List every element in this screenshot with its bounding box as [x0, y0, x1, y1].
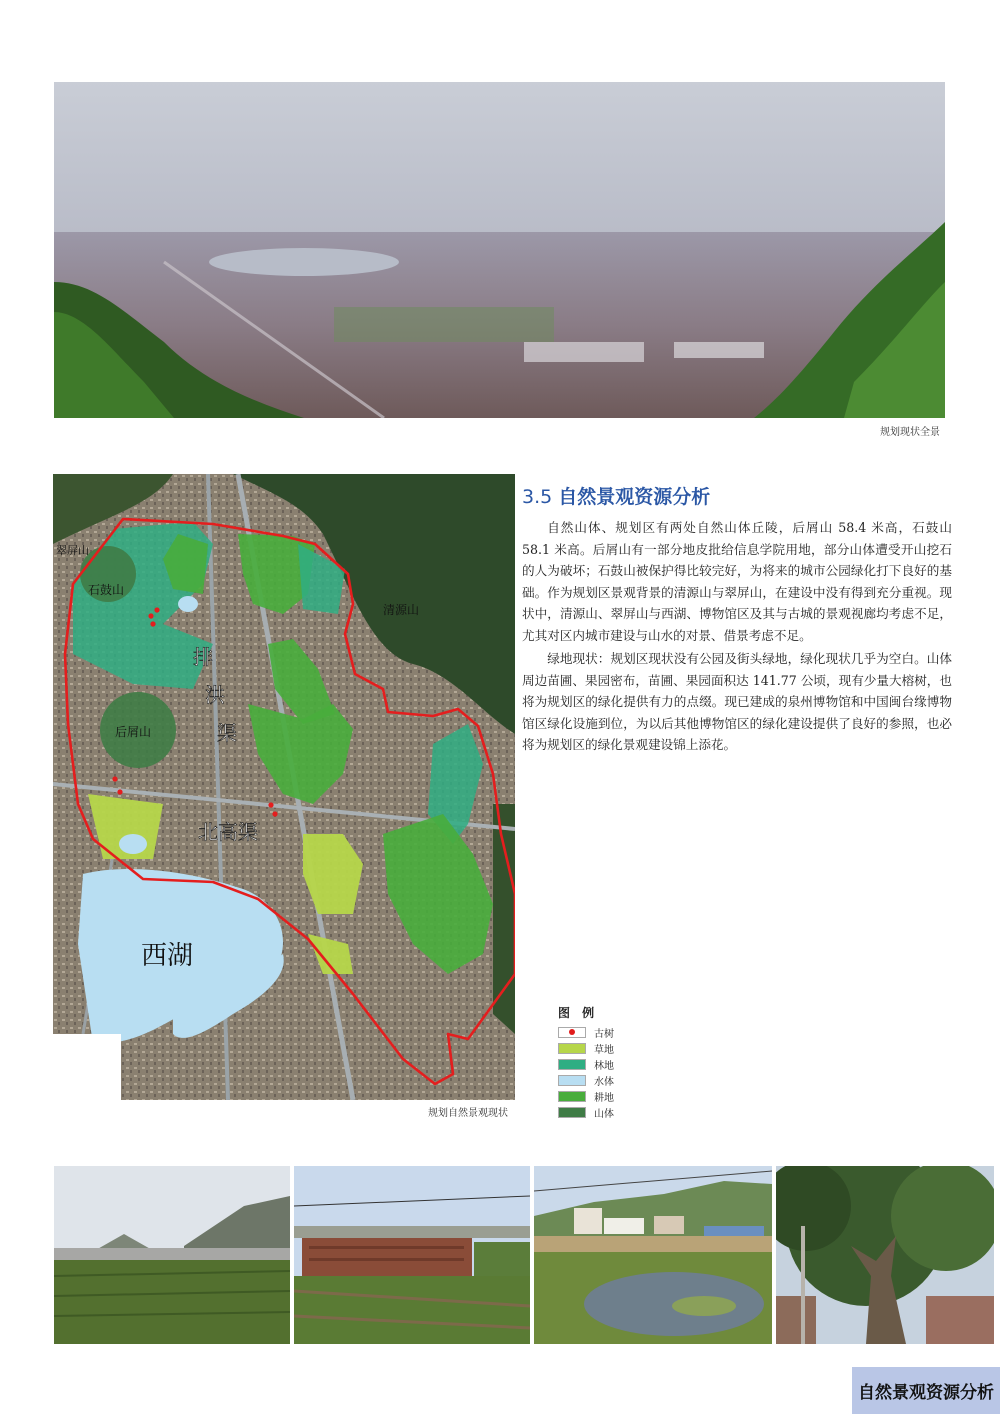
label-houlei: 后屑山: [115, 725, 152, 739]
svg-text:排: 排: [193, 645, 213, 669]
svg-text:渠: 渠: [217, 721, 237, 745]
legend-item: [558, 1024, 668, 1040]
hero-caption: 规划现状全景: [880, 427, 940, 438]
legend-item: [558, 1088, 668, 1104]
legend-swatch: [558, 1107, 586, 1118]
legend-label: 草地: [594, 1044, 614, 1056]
paragraph-natural-mountains: 自然山体、规划区有两处自然山体丘陵，后屑山 58.4 米高，石鼓山 58.1 米高。后屑山有一部分地皮批给信息学院用地，部分山体遭受开山挖石的人为破坏；石鼓山被保护得比较完好，为将来的城市公园绿化打下良好的基础。作为规划区景观背景的清源山与翠屏山，在建设中没有得到充分重视。现状中，清源山、翠屏山与西湖、博物馆区及其与古城的景观视廊均考虑不足，尤其对区内城市建设与山水的对景、借景考虑不足。: [522, 520, 952, 643]
legend-swatch: [558, 1075, 586, 1086]
section-heading: [522, 482, 710, 509]
section-body: [522, 517, 952, 758]
label-shigu: 石鼓山: [88, 583, 125, 597]
label-beigao: 北高渠: [198, 820, 258, 844]
legend-label: 耕地: [594, 1092, 614, 1104]
svg-text:洪: 洪: [205, 683, 225, 707]
legend-label: 水体: [594, 1076, 614, 1088]
photo-vegetable-field: [294, 1166, 530, 1344]
legend-item: [558, 1072, 668, 1088]
label-xihu: 西湖: [141, 941, 194, 971]
label-qingyuan: 清源山: [383, 603, 420, 617]
photo-ancient-banyan: [776, 1166, 994, 1344]
legend-swatch: [558, 1059, 586, 1070]
legend-item: [558, 1056, 668, 1072]
legend-label: 古树: [594, 1028, 614, 1040]
hero-panorama-photo: [54, 82, 945, 418]
legend-title: 图 例: [558, 1006, 599, 1020]
section-title: 自然景观资源分析: [558, 486, 711, 508]
photo-farmland: [54, 1166, 290, 1344]
photo-pond: [534, 1166, 772, 1344]
legend-item: [558, 1040, 668, 1056]
natural-landscape-map: [53, 474, 515, 1100]
legend-swatch: [558, 1027, 586, 1038]
map-legend: [558, 1004, 668, 1120]
legend-item: [558, 1104, 668, 1120]
legend-swatch: [558, 1091, 586, 1102]
label-cuiping: 翠屏山: [56, 544, 89, 557]
footer-section-tag: 自然景观资源分析: [852, 1367, 1000, 1414]
legend-swatch: [558, 1043, 586, 1054]
legend-label: 山体: [594, 1108, 614, 1120]
paragraph-greenland-status: 绿地现状：规划区现状没有公园及街头绿地，绿化现状几乎为空白。山体周边苗圃、果园密布，苗圃、果园面积达 141.77 公顷，现有少量大榕树，也将为规划区的绿化提供有力的点缀。现已建成的泉州博物馆和中国闽台缘博物馆区绿化设施到位，为以后其他博物馆区的绿化建设提供了良好的参照，也必将为规划区的绿化景观建设锦上添花。: [522, 651, 952, 752]
section-number: 3.5: [522, 486, 553, 508]
legend-label: 林地: [594, 1060, 614, 1072]
map-caption: 规划自然景观现状: [428, 1108, 508, 1119]
